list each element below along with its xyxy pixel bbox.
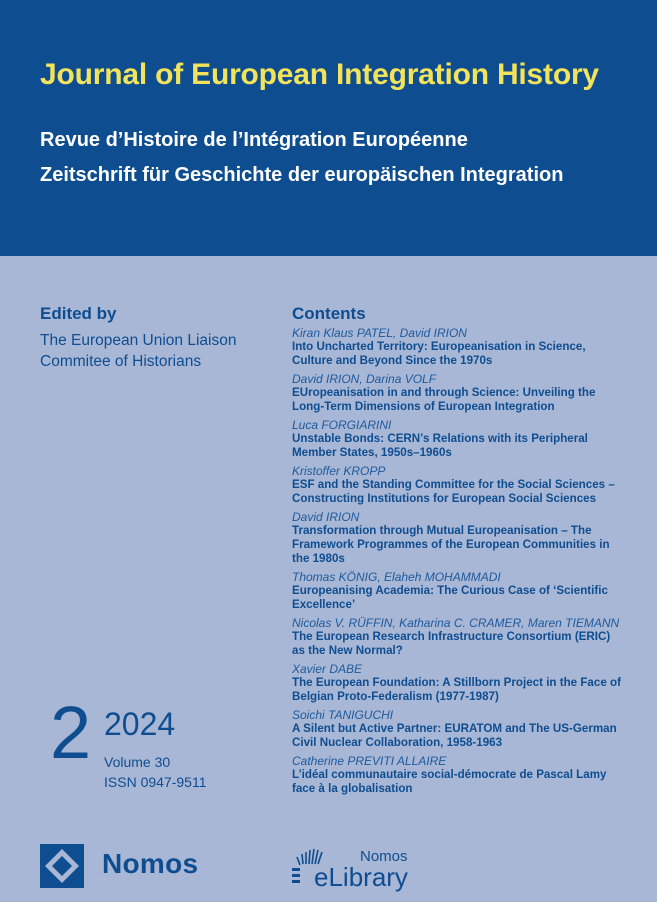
toc-entry	[292, 418, 622, 460]
toc-author: Kiran Klaus PATEL, David IRION	[292, 326, 467, 340]
toc-title: Transformation through Mutual Europeanisation – The Framework Programmes of the European Communities in the 1980s	[292, 524, 610, 565]
edited-by-heading: Edited by	[40, 304, 117, 323]
toc-entry	[292, 570, 622, 612]
toc-author: Soichi TANIGUCHI	[292, 708, 394, 722]
toc-entry	[292, 662, 622, 704]
toc-author: David IRION, Darina VOLF	[292, 372, 437, 386]
toc-author: Catherine PREVITI ALLAIRE	[292, 754, 447, 768]
header-band	[0, 0, 657, 256]
elibrary-name: eLibrary	[314, 862, 408, 892]
issue-volume: Volume 30	[104, 754, 171, 770]
journal-title: Journal of European Integration History	[40, 58, 599, 91]
toc-entry	[292, 708, 622, 750]
toc-title: The European Foundation: A Stillborn Project in the Face of Belgian Proto-Federalism (1977-1987)	[292, 676, 621, 703]
table-of-contents	[292, 326, 622, 800]
toc-title: EUropeanisation in and through Science: Unveiling the Long-Term Dimensions of European Integration	[292, 386, 596, 413]
issue-year: 2024	[104, 706, 176, 742]
toc-title: Unstable Bonds: CERN’s Relations with its Peripheral Member States, 1950s–1960s	[292, 432, 588, 459]
publisher-name: Nomos	[102, 848, 199, 879]
issue-issn: ISSN 0947-9511	[104, 774, 207, 790]
toc-title: Into Uncharted Territory: Europeanisation in Science, Culture and Beyond Since the 1970s	[292, 340, 586, 367]
toc-entry	[292, 464, 622, 506]
toc-author: Xavier DABE	[292, 662, 363, 676]
toc-title: Europeanising Academia: The Curious Case of ‘Scientific Excellence’	[292, 584, 608, 611]
subtitle-french: Revue d’Histoire de l’Intégration Européenne	[40, 129, 468, 151]
contents-heading: Contents	[292, 304, 366, 323]
toc-author: Thomas KÖNIG, Elaheh MOHAMMADI	[292, 570, 501, 584]
toc-entry	[292, 754, 622, 796]
toc-title: ESF and the Standing Committee for the Social Sciences – Constructing Institutions for European Social Sciences	[292, 478, 615, 505]
toc-entry	[292, 372, 622, 414]
elibrary-publisher-label: Nomos	[360, 848, 408, 865]
toc-entry	[292, 510, 622, 566]
toc-author: David IRION	[292, 510, 360, 524]
issue-number: 2	[50, 691, 92, 774]
toc-entry	[292, 616, 622, 658]
editor-line-2: Commitee of Historians	[40, 353, 202, 370]
toc-author: Nicolas V. RÜFFIN, Katharina C. CRAMER, Maren TIEMANN	[292, 616, 620, 630]
nomos-logo-icon	[40, 844, 84, 888]
subtitle-german: Zeitschrift für Geschichte der europäischen Integration	[40, 164, 564, 186]
editor-line-1: The European Union Liaison	[40, 332, 237, 349]
toc-title: The European Research Infrastructure Consortium (ERIC) as the New Normal?	[292, 630, 611, 657]
toc-author: Luca FORGIARINI	[292, 418, 392, 432]
toc-entry	[292, 326, 622, 368]
toc-title: A Silent but Active Partner: EURATOM and The US-German Civil Nuclear Collaboration, 1958-1963	[292, 722, 617, 749]
toc-title: L’idéal communautaire social-démocrate de Pascal Lamy face à la globalisation	[292, 768, 607, 795]
toc-author: Kristoffer KROPP	[292, 464, 386, 478]
